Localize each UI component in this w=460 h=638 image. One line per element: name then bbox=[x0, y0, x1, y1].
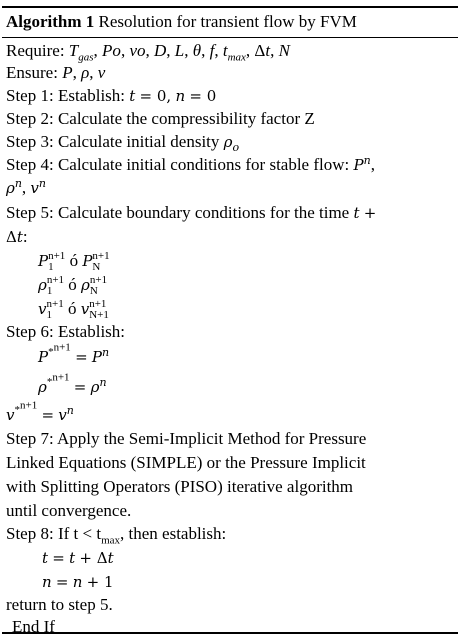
step5-line-2: Δt: bbox=[6, 227, 28, 246]
update-index: n = n + 1 bbox=[42, 573, 114, 591]
step1-line: Step 1: Establish: t = 0, n = 0 bbox=[6, 86, 217, 105]
ensure-line: Ensure: P, ρ, v bbox=[6, 63, 106, 82]
establish-pressure: $P^{*^{n+1}} = P^n$ bbox=[38, 341, 110, 366]
top-rule bbox=[2, 6, 458, 8]
step4-line-2: $\rho^n$, $v^n$ bbox=[6, 177, 46, 197]
step7-line-2: Linked Equations (SIMPLE) or the Pressure Implicit bbox=[6, 453, 366, 472]
bottom-rule bbox=[2, 632, 458, 634]
step2-line: Step 2: Calculate the compressibility factor Z bbox=[6, 109, 315, 128]
algorithm-name: Resolution for transient flow by FVM bbox=[98, 12, 357, 31]
step7-line-4: until convergence. bbox=[6, 501, 132, 520]
end-if-line: End If bbox=[12, 617, 55, 636]
establish-velocity: $v^{*^{n+1}} = v^n$ bbox=[6, 399, 74, 424]
return-line: return to step 5. bbox=[6, 595, 113, 614]
header-rule bbox=[2, 37, 458, 38]
bc-velocity: v n+1 1 ó v n+1 N+1 bbox=[38, 298, 109, 322]
update-time: t = t + Δt bbox=[42, 549, 114, 567]
algorithm-label: Algorithm 1 bbox=[6, 12, 95, 31]
step7-line-3: with Splitting Operators (PISO) iterative algorithm bbox=[6, 477, 354, 496]
step5-line-1: Step 5: Calculate boundary conditions for the time t + bbox=[6, 203, 377, 222]
step4-line-1: Step 4: Calculate initial conditions for stable flow: $P^n$, bbox=[6, 154, 375, 174]
establish-density: $\rho^{*^{n+1}} = \rho^n$ bbox=[38, 371, 107, 396]
bc-pressure: P n+1 1 ó P n+1 N bbox=[38, 250, 110, 274]
algorithm-box bbox=[2, 6, 458, 634]
step8-line: Step 8: If $t < t_{max}$, then establish: bbox=[6, 524, 227, 547]
algorithm-title bbox=[6, 11, 357, 33]
bc-density: ρ n+1 1 ó ρ n+1 N bbox=[38, 274, 108, 298]
require-line: Require: $T_{gas}$, Po, vo, D, L, θ, f, $t_{max}$, Δt, N bbox=[6, 41, 290, 64]
step3-line: Step 3: Calculate initial density $\rho_o$ bbox=[6, 132, 240, 154]
step6-line: Step 6: Establish: bbox=[6, 322, 125, 341]
step7-line-1: Step 7: Apply the Semi-Implicit Method for Pressure bbox=[6, 429, 367, 448]
